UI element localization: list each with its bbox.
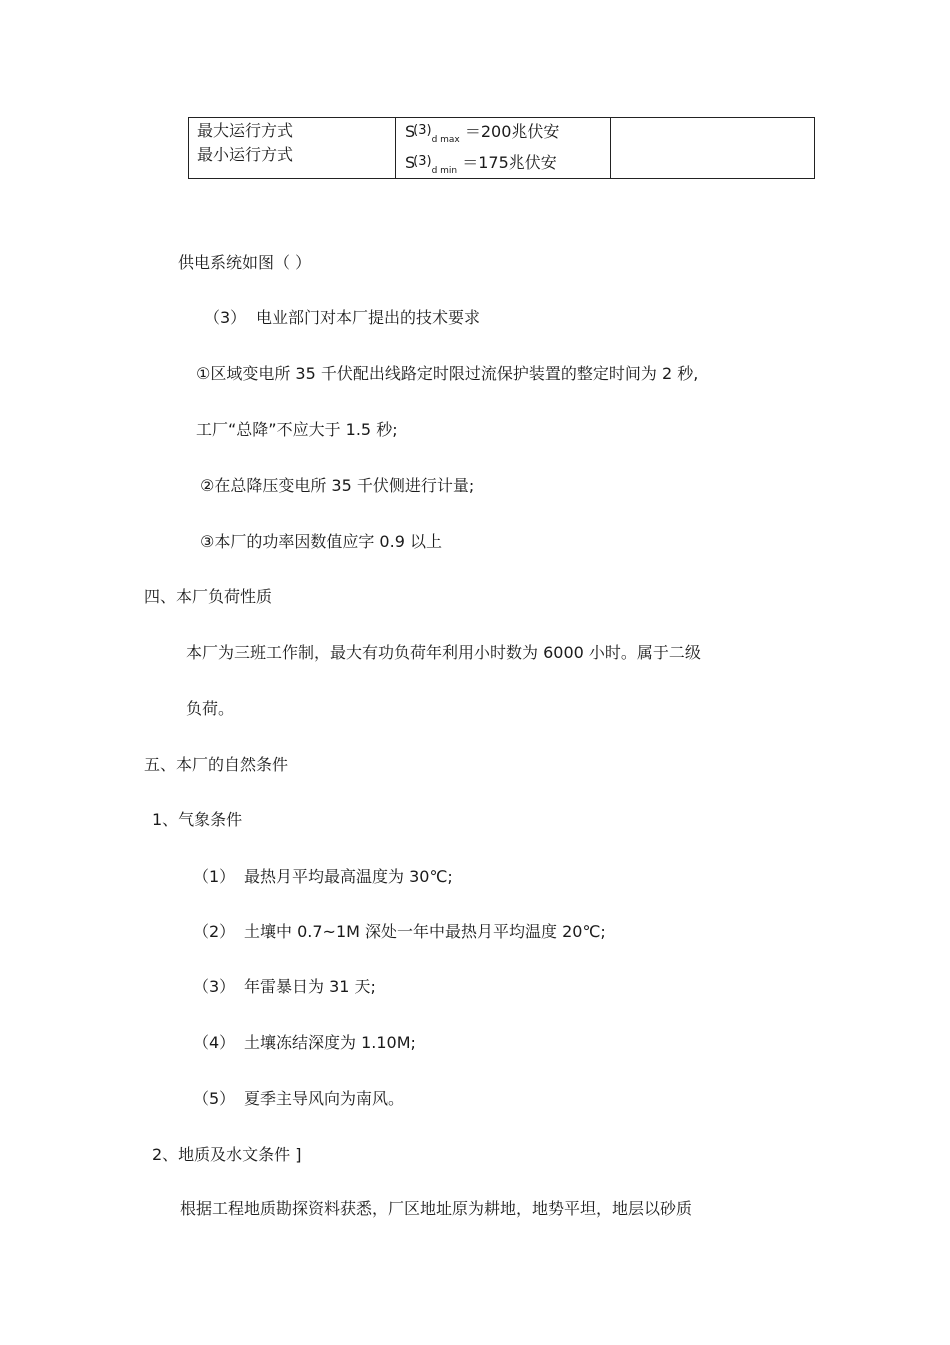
paragraph-line: ②在总降压变电所 35 千伏侧进行计量; [200,476,475,495]
paragraph-line: 根据工程地质勘探资料获悉，厂区地址原为耕地，地势平坦，地层以砂质 [180,1199,693,1218]
paragraph-line: ①区域变电所 35 千伏配出线路定时限过流保护装置的整定时间为 2 秒, [196,364,699,383]
operation-mode-table [188,117,815,179]
list-item: 年雷暴日为 31 天; [244,977,376,996]
list-number: （2） [193,922,236,941]
section-heading: 四、本厂负荷性质 [144,587,273,606]
subsection-heading: 2、地质及水文条件 ] [152,1145,302,1164]
subsection-heading: 1、气象条件 [152,810,243,829]
list-number: （3） [204,308,247,327]
supply-system-line: 供电系统如图（ ） [178,253,312,272]
max-mode-label: 最大运行方式 [197,121,294,140]
section-heading: 五、本厂的自然条件 [144,755,289,774]
section-heading: 电业部门对本厂提出的技术要求 [256,308,481,327]
list-item: 最热月平均最高温度为 30℃; [244,867,453,886]
paragraph-line: ③本厂的功率因数值应字 0.9 以上 [200,532,442,551]
paragraph-line: 工厂“总降”不应大于 1.5 秒; [196,420,398,439]
paragraph-line: 本厂为三班工作制，最大有功负荷年利用小时数为 6000 小时。属于二级 [186,643,701,662]
table-divider [610,118,611,178]
list-item: 土壤中 0.7~1M 深处一年中最热月平均温度 20℃; [244,922,606,941]
table-divider [395,118,396,178]
min-mode-label: 最小运行方式 [197,145,294,164]
list-number: （4） [193,1033,236,1052]
list-item: 夏季主导风向为南风。 [244,1089,405,1108]
list-number: （3） [193,977,236,996]
list-item: 土壤冻结深度为 1.10M; [244,1033,416,1052]
list-number: （1） [193,867,236,886]
min-capacity-formula: $S(3)_{d min} =175$兆伏安 [405,153,557,176]
paragraph-line: 负荷。 [186,699,235,718]
list-number: （5） [193,1089,236,1108]
max-capacity-formula: $S(3)_{d max} =200$兆伏安 [405,122,560,145]
